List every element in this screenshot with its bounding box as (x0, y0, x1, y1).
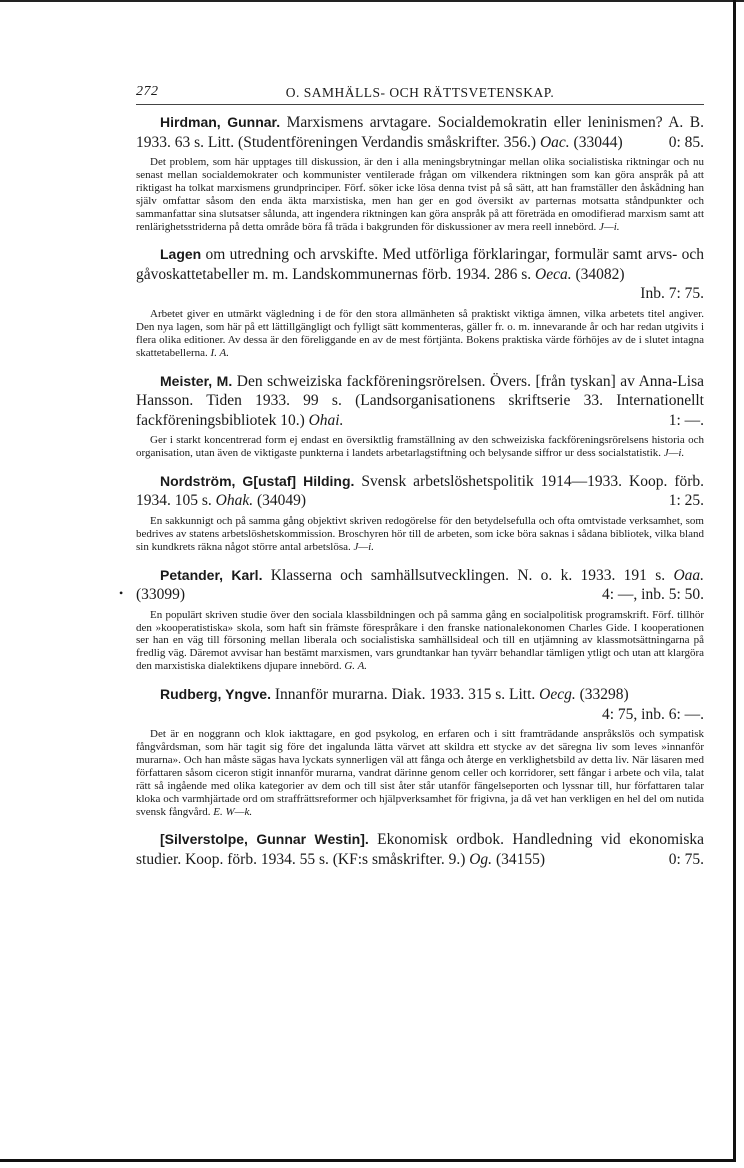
reviewer-signature: J—i. (353, 540, 374, 553)
annotation-text: Arbetet giver en utmärkt vägledning i de för den stora allmänheten så praktiskt viktiga ämnen, vilka arbetets titel angiver. Den nya lagen, som här på ett lättillgängligt och fylligt sätt kommenteras, gäller fr. o. m. innevarande år och har redan utgivits i flera olika editioner. Av dessa är den föreliggande en av de mest förtjänta. Bokens praktiska värde förhöjes av de i slutet intagna skattetabellerna. (136, 307, 704, 359)
entry-annotation (136, 156, 704, 233)
entry-title: Marxismens arvtagare. Socialdemokratin eller leninismen? A. B. 1933. 63 s. Litt. (Studentföreningen Verdandis småskrifter. 356.) (136, 114, 705, 151)
annotation-text: Det problem, som här upptages till diskussion, är den i alla meningsbrytningar mellan olika socialistiska riktningar och nu senast mellan socialdemokrater och kommunister ventilerade frågan om vilkendera riktningen som kan göra anspråk på att riktigast ha tolkat marxismens grundprinciper. Förf. söker icke lösa denna tvist på så sätt, att han framställer den åskådning han själv omfattar såsom den enda äkta marxistiska, men han ger en god översikt av parternas motsatta ståndpunkter och sammanfattar sina slutsatser sålunda, att ingendera riktningen kan göra anspråk på att företräda en omodifierad marxism samt att renlärighetsstriderna på detta område böra få träda i bakgrunden för diskussioner av mera reell innebörd. (136, 156, 704, 233)
margin-dot: • (119, 586, 124, 600)
entry-title: Ekonomisk ordbok. Handledning vid ekonomiska studier. Koop. förb. 1934. 55 s. (KF:s småskrifter. 9.) (136, 831, 704, 868)
entry-code: Oeca. (535, 265, 572, 283)
entry-heading (136, 372, 704, 431)
entry-title: Den schweiziska fackföreningsrörelsen. Övers. [från tyskan] av Anna-Lisa Hansson. Tiden 1933. 99 s. (Landsorganisationens skriftserie 33. Internationellt fackföreningsbibliotek 10.) (136, 372, 704, 429)
entry-code: Ohak. (215, 492, 254, 510)
reviewer-signature: J—i. (663, 446, 685, 459)
annotation-text: Det är en noggrann och klok iakttagare, en god psykolog, en erfaren och i sitt framträdande anspråkslös och sympatisk fångvårdsman, som här tagit sig före det ingalunda lätta värvet att skildra ett stycke av det säregna liv som leves »innanför murarna». Och han måste sägas hava lyckats synnerligen väl att fånga och återge en verklighetsbild av detta liv. När läsaren med författaren såsom ciceron stigit innanför murarna, vandrat därinne genom celler och korridorer, sett fångar i arbete och vila, talat rätt så ingående med olika kategorier av dem och till sist åter står utanför fängelseporten och lyssnar till, hur författaren talar kloka och varmhjärtade ord om straffrättsreformer och hjälpverksamhet för frigivna, ja då vet han verkligen en hel del om nutida svensk fångvård. (136, 728, 704, 818)
entry-silverstolpe (136, 830, 704, 869)
entry-author: Hirdman, Gunnar. (160, 114, 281, 130)
reviewer-signature: G. A. (344, 660, 368, 673)
entry-heading (136, 245, 705, 303)
entry-price: 4: —, inb. 5: 50. (601, 586, 704, 604)
entry-number: (33298) (579, 686, 629, 704)
annotation-text: En populärt skriven studie över den sociala klassbildningen och på samma gång en socialpolitisk programskrift. Förf. tillhör den »kooperatistiska» skola, som haft sin främste förespråkare i den franske nationalekonomen Charles Gide. I kooperationen ser han en väg till försoning mellan liberala och socialistiska samhällsideal och till en utjämning av klassmotsättningarna på fredlig väg. Däremot avvisar han bestämt marxismen, vars grundtankar han tyvärr behandlar tämligen ytligt och utan att klargöra den marxistiska dialektikens djupare innebörd. (136, 608, 704, 673)
annotation-text: En sakkunnigt och på samma gång objektivt skriven redogörelse för den betydelsefulla och ofta omtvistade verksamhet, som bedrives av statens arbetslöshetskommission. Broschyren hör till de arbeten, som icke böra saknas i sådana bibliotek, vilka bland sin kundkrets räkna något större antal arbetslösa. (136, 514, 704, 553)
entry-author: Lagen (160, 246, 202, 263)
entry-code: Oac. (539, 133, 570, 151)
reviewer-signature: I. A. (210, 346, 229, 359)
entry-number: (33044) (573, 133, 623, 151)
entry-price: 0: 75. (668, 850, 704, 868)
entry-code: Oaa. (673, 566, 705, 584)
entry-meister (136, 372, 704, 460)
entry-hirdman (136, 113, 704, 233)
entry-annotation (136, 308, 704, 360)
entry-author: [Silverstolpe, Gunnar Westin]. (160, 831, 369, 848)
entry-rudberg (136, 685, 704, 818)
entry-annotation (136, 728, 704, 818)
reviewer-signature: J—i. (599, 220, 620, 233)
entry-heading (136, 566, 704, 605)
entry-code: Ohai. (308, 411, 344, 429)
entry-title: Svensk arbetslöshetspolitik 1914—1933. Koop. förb. 1934. 105 s. (136, 472, 705, 510)
entry-price: 1: —. (668, 411, 704, 429)
entry-author: Petander, Karl. (160, 566, 263, 583)
document-page (136, 84, 704, 881)
entry-title: Klasserna och samhällsutvecklingen. N. o. k. 1933. 191 s. (270, 566, 666, 584)
page-number: 272 (136, 84, 159, 99)
entry-annotation (136, 609, 704, 674)
entry-lagen (136, 245, 704, 359)
entry-number: (34049) (257, 492, 307, 510)
entry-price: 4: 75, inb. 6: —. (601, 705, 704, 723)
entry-number: (34082) (575, 265, 625, 283)
entry-heading (136, 472, 704, 511)
entry-price: Inb. 7: 75. (640, 285, 704, 303)
entry-heading (136, 830, 704, 869)
bibliography-entries (136, 113, 704, 869)
entry-petander (136, 566, 704, 674)
entry-title: Innanför murarna. Diak. 1933. 315 s. Litt. (274, 686, 536, 704)
entry-code: Oecg. (539, 686, 576, 704)
entry-code: Og. (469, 850, 493, 868)
section-title: O. SAMHÄLLS- OCH RÄTTSVETENSKAP. (285, 85, 555, 100)
entry-number: (34155) (495, 850, 546, 868)
entry-annotation (136, 515, 704, 554)
entry-nordstrom (136, 472, 704, 554)
entry-heading (136, 113, 704, 152)
entry-number: (33099) (136, 586, 186, 604)
entry-author: Rudberg, Yngve. (160, 686, 271, 703)
entry-heading (136, 685, 704, 723)
entry-price: 1: 25. (668, 492, 704, 510)
entry-price: 0: 85. (668, 133, 704, 151)
entry-annotation (136, 434, 704, 460)
annotation-text: Ger i starkt koncentrerad form ej endast en översiktlig framställning av den schweiziska fackföreningsrörelsens historia och organisation, utan även de viktigaste punkterna i landets arbetarlagstiftning och belysande siffror ur dess socialstatistik. (136, 434, 704, 459)
reviewer-signature: E. W—k. (213, 805, 253, 818)
entry-title: om utredning och arvskifte. Med utförliga förklaringar, formulär samt arvs- och gåvoskattetabeller m. m. Landskommunernas förb. 1934. 286 s. (136, 246, 705, 283)
running-header (136, 84, 704, 105)
entry-author: Nordström, G[ustaf] Hilding. (160, 472, 355, 489)
entry-author: Meister, M. (160, 372, 233, 389)
